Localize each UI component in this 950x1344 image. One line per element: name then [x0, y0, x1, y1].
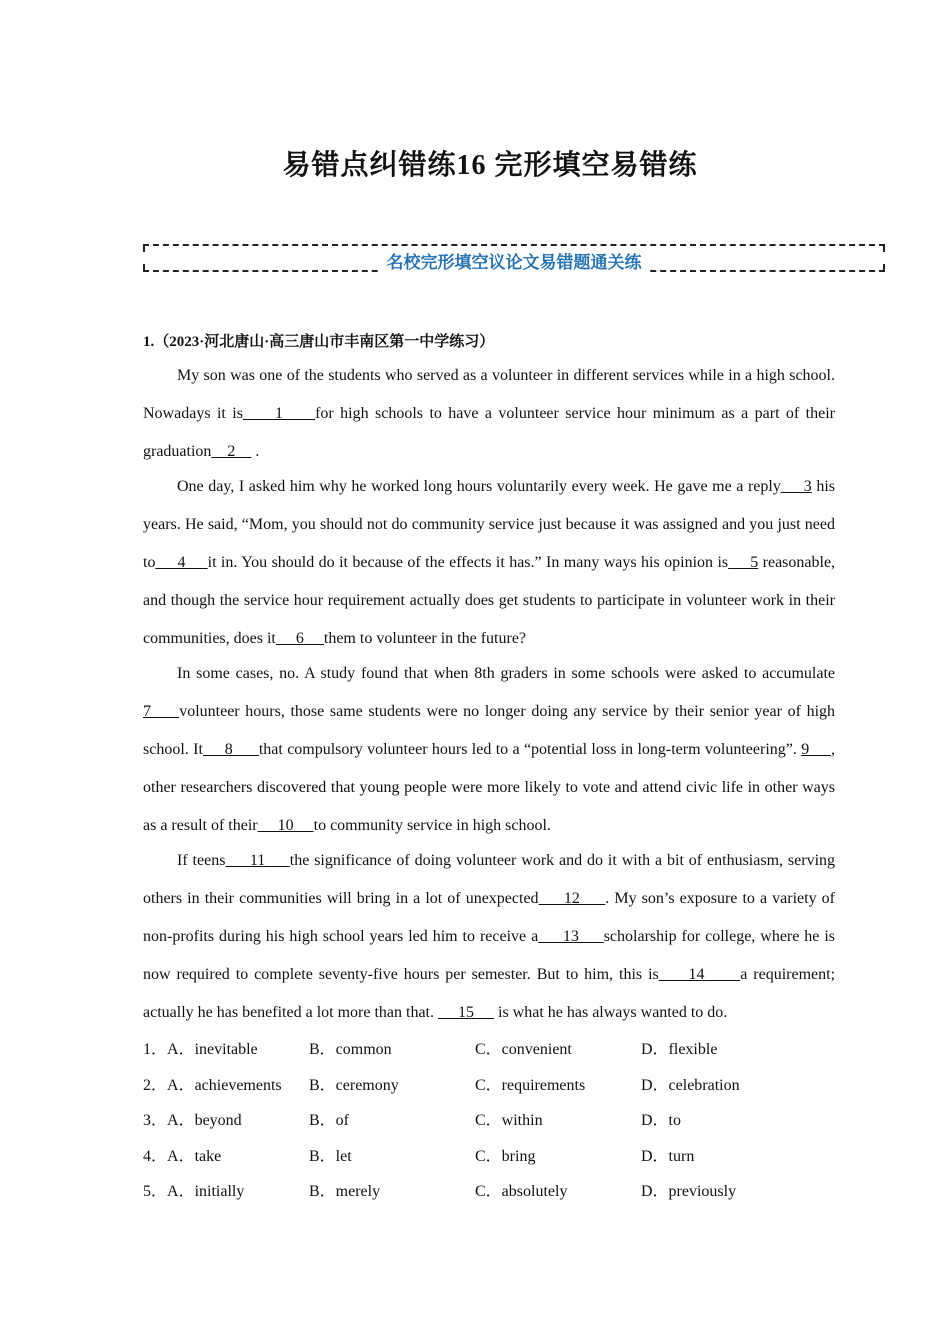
option-d[interactable]: D．turn	[641, 1147, 695, 1165]
cloze-passage	[143, 357, 835, 1032]
option-c[interactable]: C．requirements	[475, 1076, 586, 1094]
option-row	[143, 1174, 843, 1210]
option-d[interactable]: D．celebration	[641, 1076, 740, 1094]
option-a[interactable]: A．beyond	[167, 1112, 242, 1130]
option-number: 4．	[143, 1147, 168, 1165]
option-c[interactable]: C．bring	[475, 1147, 536, 1165]
option-row	[143, 1139, 843, 1175]
blank-14: 14	[658, 966, 741, 983]
blank-11: 11	[225, 852, 290, 869]
blank-12: 12	[538, 890, 606, 907]
paragraph-4: If teens 11 the significance of doing volunteer work and do it with a bit of enthusiasm, serving others in their communities will bring in a lot of unexpected 12 . My son’s exposure to a variety of non-profits during his high school years led him to receive a 13 scholarship for college, where he is now required to complete seventy-five hours per semester. But to him, this is 14 a requirement; actually he has benefited a lot more than that. 15 is what he has always wanted to do.	[143, 852, 836, 1021]
option-d[interactable]: D．to	[641, 1112, 682, 1130]
blank-4: 4	[155, 554, 208, 571]
option-b[interactable]: B．of	[309, 1112, 350, 1130]
paragraph-3: In some cases, no. A study found that when 8th graders in some schools were asked to accumulate 7 volunteer hours, those same students were no longer doing any service by their senior year of high school. It 8 that compulsory volunteer hours led to a “potential loss in long-term volunteering”. 9 , other researchers discovered that young people were more likely to vote and attend civic life in other ways as a result of their 10 to community service in high school.	[143, 665, 836, 834]
answer-options	[143, 1032, 843, 1210]
option-row	[143, 1068, 843, 1104]
option-d[interactable]: D．flexible	[641, 1041, 718, 1058]
option-b[interactable]: B．common	[309, 1041, 392, 1058]
banner-title: 名校完形填空议论文易错题通关练	[381, 253, 648, 273]
option-b[interactable]: B．ceremony	[309, 1076, 399, 1094]
blank-2: 2	[211, 443, 252, 460]
option-a[interactable]: A．take	[167, 1147, 222, 1165]
blank-15: 15	[438, 1004, 494, 1021]
option-a[interactable]: A．achievements	[167, 1076, 282, 1094]
blank-3: 3	[780, 478, 812, 495]
blank-7: 7	[143, 703, 180, 720]
paragraph-1: My son was one of the students who served as a volunteer in different services while in a high school. Nowadays it is 1 for high schools to have a volunteer service hour minimum as a part of their graduation 2 .	[143, 367, 835, 460]
option-row	[143, 1032, 843, 1068]
blank-8: 8	[202, 741, 259, 758]
option-c[interactable]: C．convenient	[475, 1041, 572, 1058]
page-title: 易错点纠错练16 完形填空易错练	[282, 150, 698, 181]
blank-5: 5	[728, 554, 759, 571]
question-header: 1.（2023·河北唐山·高三唐山市丰南区第一中学练习）	[143, 334, 495, 350]
option-b[interactable]: B．let	[309, 1147, 352, 1165]
option-d[interactable]: D．previously	[641, 1183, 737, 1201]
option-a[interactable]: A．inevitable	[167, 1041, 258, 1058]
option-number: 5．	[143, 1183, 168, 1201]
option-number: 1．	[143, 1041, 168, 1058]
section-banner	[143, 243, 885, 273]
blank-10: 10	[257, 817, 314, 834]
blank-13: 13	[538, 928, 604, 945]
option-number: 3．	[143, 1112, 168, 1130]
option-row	[143, 1103, 843, 1139]
option-number: 2．	[143, 1076, 168, 1094]
option-c[interactable]: C．within	[475, 1112, 543, 1130]
option-c[interactable]: C．absolutely	[475, 1183, 568, 1201]
option-a[interactable]: A．initially	[167, 1183, 245, 1201]
blank-9: 9	[801, 741, 832, 758]
banner-border-top	[143, 244, 885, 246]
blank-6: 6	[275, 630, 324, 647]
option-b[interactable]: B．merely	[309, 1183, 381, 1201]
paragraph-2: One day, I asked him why he worked long hours voluntarily every week. He gave me a reply 3 his years. He said, “Mom, you should not do community service just because it was assigned and you just need to 4 it in. You should do it because of the effects it has.” In many ways his opinion is 5 reasonable, and though the service hour requirement actually does get students to participate in volunteer work in their communities, does it 6 them to volunteer in the future?	[143, 478, 836, 647]
blank-1: 1	[242, 405, 316, 422]
